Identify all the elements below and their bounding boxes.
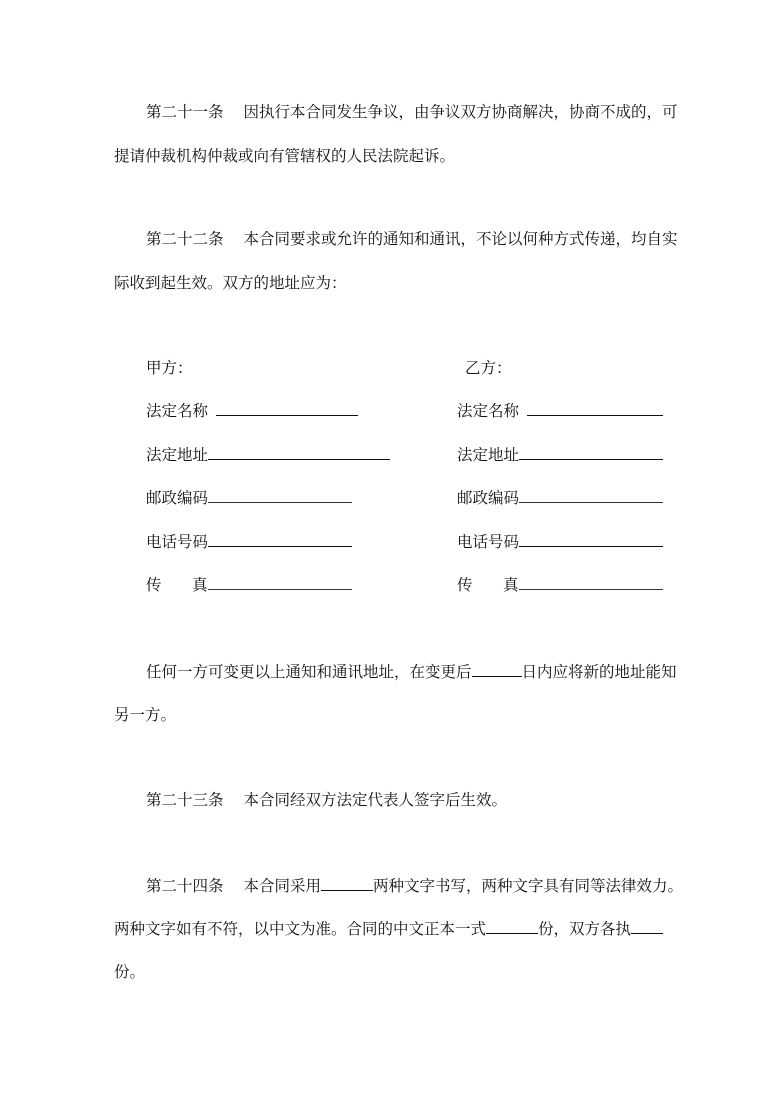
party-a-postal-code-blank[interactable]: [208, 488, 352, 503]
party-a-heading: 甲方：: [146, 359, 193, 377]
article-24-text-4: 份，双方各执: [538, 920, 632, 938]
article-24-text-5: 份。: [114, 963, 146, 981]
party-b-legal-address-row: [457, 445, 663, 465]
party-b-fax-row: [457, 575, 663, 595]
party-a-phone-label: 电话号码: [146, 533, 209, 551]
article-21-line-1: [146, 102, 678, 122]
notice-change-line-1: [146, 662, 677, 682]
article-24-languages-blank[interactable]: [321, 876, 373, 891]
article-24-text-2: 两种文字书写，两种文字具有同等法律效力。: [373, 877, 684, 895]
party-b-postal-code-label: 邮政编码: [457, 489, 520, 507]
party-a-legal-address-blank[interactable]: [208, 445, 390, 460]
article-24-line-2: [114, 919, 663, 939]
party-a-legal-name-blank[interactable]: [216, 401, 358, 416]
party-a-legal-address-label: 法定地址: [146, 446, 209, 464]
article-21-line-2: [114, 146, 455, 166]
notice-change-text-2: 日内应将新的地址能知: [521, 663, 677, 681]
party-a-fax-blank[interactable]: [208, 575, 352, 590]
notice-change-text-3: 另一方。: [114, 706, 177, 724]
article-24-text-1: 本合同采用: [243, 877, 322, 895]
article-24-number: 第二十四条: [146, 877, 224, 895]
party-a-legal-name-row: [146, 401, 358, 421]
party-b-legal-address-blank[interactable]: [519, 445, 663, 460]
party-b-fax-blank[interactable]: [519, 575, 663, 590]
party-a-fax-label-1: 传: [146, 576, 162, 594]
article-24-text-3: 两种文字如有不符，以中文为准。合同的中文正本一式: [114, 920, 487, 938]
party-a-postal-code-label: 邮政编码: [146, 489, 209, 507]
party-a-fax-label-2-visible: 真: [192, 576, 208, 594]
article-22-line-2: [114, 273, 347, 293]
article-24-each-blank[interactable]: [631, 919, 663, 934]
article-24-line-1: [146, 876, 683, 896]
party-b-legal-name-row: [457, 401, 663, 421]
article-22-text-1: 本合同要求或允许的通知和通讯，不论以何种方式传递，均自实: [243, 230, 678, 248]
party-a-postal-code-row: [146, 488, 352, 508]
party-b-heading: 乙方：: [465, 359, 512, 377]
party-b-legal-name-label: 法定名称: [457, 402, 520, 420]
party-b-legal-name-blank[interactable]: [527, 401, 663, 416]
party-a-legal-name-label: 法定名称: [146, 402, 209, 420]
article-21-number: 第二十一条: [146, 103, 224, 121]
article-24-line-3: [114, 962, 145, 982]
article-21-text-2: 提请仲裁机构仲裁或向有管辖权的人民法院起诉。: [114, 147, 456, 165]
article-23-line: [146, 790, 507, 810]
party-a-legal-address-row: [146, 445, 390, 465]
party-b-phone-blank[interactable]: [519, 532, 663, 547]
party-b-legal-address-label: 法定地址: [457, 446, 520, 464]
party-b-postal-code-blank[interactable]: [519, 488, 663, 503]
party-a-phone-row: [146, 532, 352, 552]
party-b-fax-label-1: 传: [457, 576, 473, 594]
article-23-number: 第二十三条: [146, 791, 224, 809]
notice-change-days-blank[interactable]: [472, 662, 522, 677]
notice-change-text-1: 任何一方可变更以上通知和通讯地址，在变更后: [146, 663, 472, 681]
article-22-number: 第二十二条: [146, 230, 224, 248]
party-b-phone-label: 电话号码: [457, 533, 520, 551]
article-24-copies-blank[interactable]: [486, 919, 538, 934]
party-b-fax-label-2: 真: [503, 576, 519, 594]
article-23-text: 本合同经双方法定代表人签字后生效。: [243, 791, 508, 809]
article-21-text-1: 因执行本合同发生争议，由争议双方协商解决，协商不成的，可: [243, 103, 678, 121]
article-22-text-2: 际收到起生效。双方的地址应为：: [114, 274, 347, 292]
article-22-line-1: [146, 229, 678, 249]
party-b-postal-code-row: [457, 488, 663, 508]
party-b-phone-row: [457, 532, 663, 552]
party-a-fax-row: [146, 575, 352, 595]
party-a-phone-blank[interactable]: [208, 532, 352, 547]
notice-change-line-2: [114, 705, 176, 725]
